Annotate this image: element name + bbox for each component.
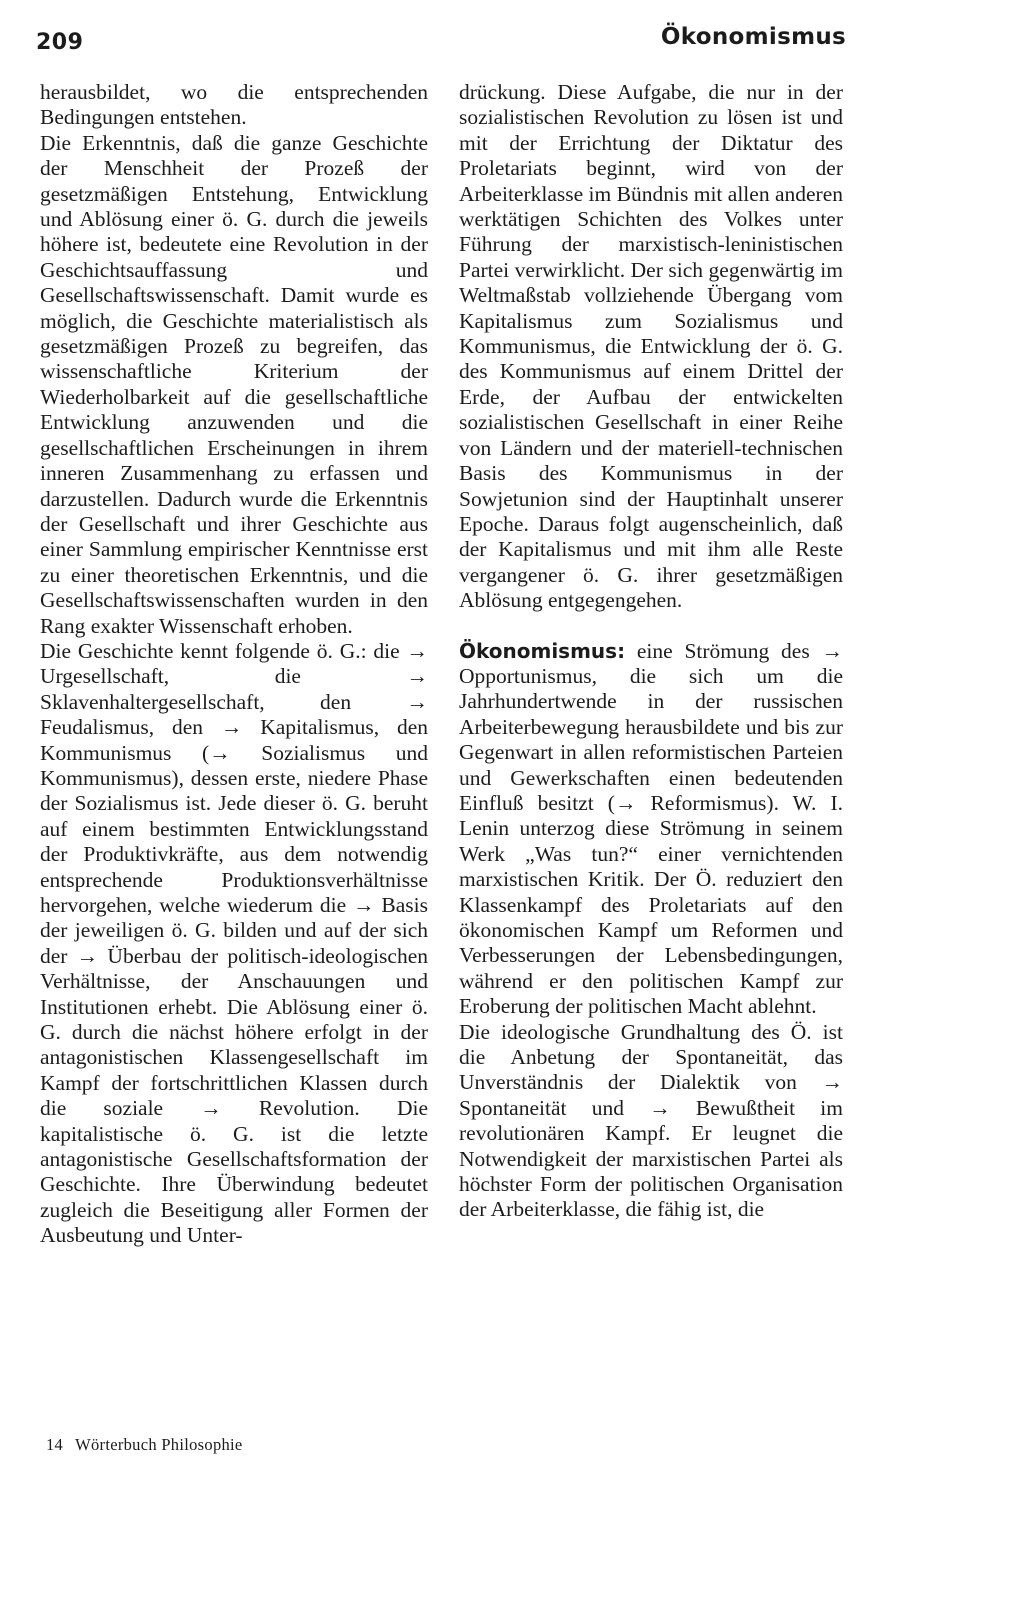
right-column (459, 80, 843, 1223)
page-number: 209 (36, 30, 84, 55)
paragraph: Die Geschichte kennt folgende ö. G.: die → Urgesellschaft, die → Sklavenhaltergesellschaft, den → Feudalismus, den → Kapitalismus, den Kommunismus (→ Sozialismus und Kommunismus), dessen erste, niedere Phase der Sozialismus ist. Jede dieser ö. G. beruht auf einem bestimmten Entwicklungsstand der Produktivkräfte, aus dem notwendig entsprechende Produktionsverhältnisse hervorgehen, welche wiederum die → Basis der jeweiligen ö. G. bilden und auf der sich der → Überbau der politisch-ideologischen Verhältnisse, der Anschauungen und Institutionen erhebt. Die Ablösung einer ö. G. durch die nächst höhere erfolgt in der antagonistischen Klassengesellschaft im Kampf der fortschrittlichen Klassen durch die soziale → Revolution. Die kapitalistische ö. G. ist die letzte antagonistische Gesellschaftsformation der Geschichte. Ihre Überwindung bedeutet zugleich die Beseitigung aller Formen der Ausbeutung und Unter- (40, 638, 428, 1248)
signature-title: Wörterbuch Philosophie (75, 1435, 243, 1454)
paragraph: Die ideologische Grundhaltung des Ö. ist die Anbetung der Spontaneität, das Unverständnis der Dialektik von → Spontaneität und → Bewußtheit im revolutionären Kampf. Er leugnet die Notwendigkeit der marxistischen Partei als höchster Form der politischen Organisation der Arbeiterklasse, die fähig ist, die (459, 1019, 843, 1222)
footer-signature (46, 1435, 243, 1455)
entry-spacer (459, 614, 843, 639)
left-column (40, 80, 428, 1249)
entry-definition: eine Strömung des → Opportunismus, die sich um die Jahrhundertwende in der russischen Arbeiterbewegung herausbildete und bis zur Gegenwart in allen reformistischen Parteien und Gewerkschaften einen bedeutenden Einfluß besitzt (→ Reformismus). W. I. Lenin unterzog diese Strömung in seinem Werk „Was tun?“ einer vernichtenden marxistischen Kritik. Der Ö. reduziert den Klassenkampf des Proletariats auf den ökonomischen Kampf um Reformen und Verbesserungen der Lebensbedingungen, während er den politischen Kampf zur Eroberung der politischen Macht ablehnt. (459, 638, 843, 1019)
signature-number: 14 (46, 1435, 64, 1454)
paragraph: drückung. Diese Aufgabe, die nur in der sozialistischen Revolution zu lösen ist und mit der Errichtung der Diktatur des Proletariats beginnt, wird von der Arbeiterklasse im Bündnis mit allen anderen werktätigen Schichten des Volkes unter Führung der marxistisch-leninistischen Partei verwirklicht. Der sich gegenwärtig im Weltmaßstab vollziehende Übergang vom Kapitalismus zum Sozialismus und Kommunismus, die Entwicklung der ö. G. des Kommunismus auf einem Drittel der Erde, der Aufbau der entwickelten sozialistischen Gesellschaft in einer Reihe von Ländern und der materiell-technischen Basis des Kommunismus in der Sowjetunion sind der Hauptinhalt unserer Epoche. Daraus folgt augenscheinlich, daß der Kapitalismus und mit ihm alle Reste vergangener ö. G. ihrer gesetzmäßigen Ablösung entgegengehen. (459, 80, 843, 613)
entry-ökonomismus (459, 639, 843, 1020)
paragraph: Die Erkenntnis, daß die ganze Geschichte der Menschheit der Prozeß der gesetzmäßigen Entstehung, Entwicklung und Ablösung einer ö. G. durch die jeweils höhere ist, bedeutete eine Revolution in der Geschichtsauffassung und Gesellschaftswissenschaft. Damit wurde es möglich, die Geschichte materialistisch als gesetzmäßigen Prozeß zu begreifen, das wissenschaftliche Kriterium der Wiederholbarkeit auf die gesellschaftliche Entwicklung anzuwenden und die gesellschaftlichen Erscheinungen in ihrem inneren Zusammenhang zu erfassen und darzustellen. Dadurch wurde die Erkenntnis der Gesellschaft und ihrer Geschichte aus einer Sammlung empirischer Kenntnisse erst zu einer theoretischen Erkenntnis, und die Gesellschaftswissenschaften wurden in den Rang exakter Wissenschaft erhoben. (40, 130, 428, 638)
running-head: Ökonomismus (660, 24, 846, 50)
entry-headword: Ökonomismus: (459, 638, 626, 663)
paragraph: herausbildet, wo die entsprechenden Bedingungen entstehen. (40, 80, 428, 130)
